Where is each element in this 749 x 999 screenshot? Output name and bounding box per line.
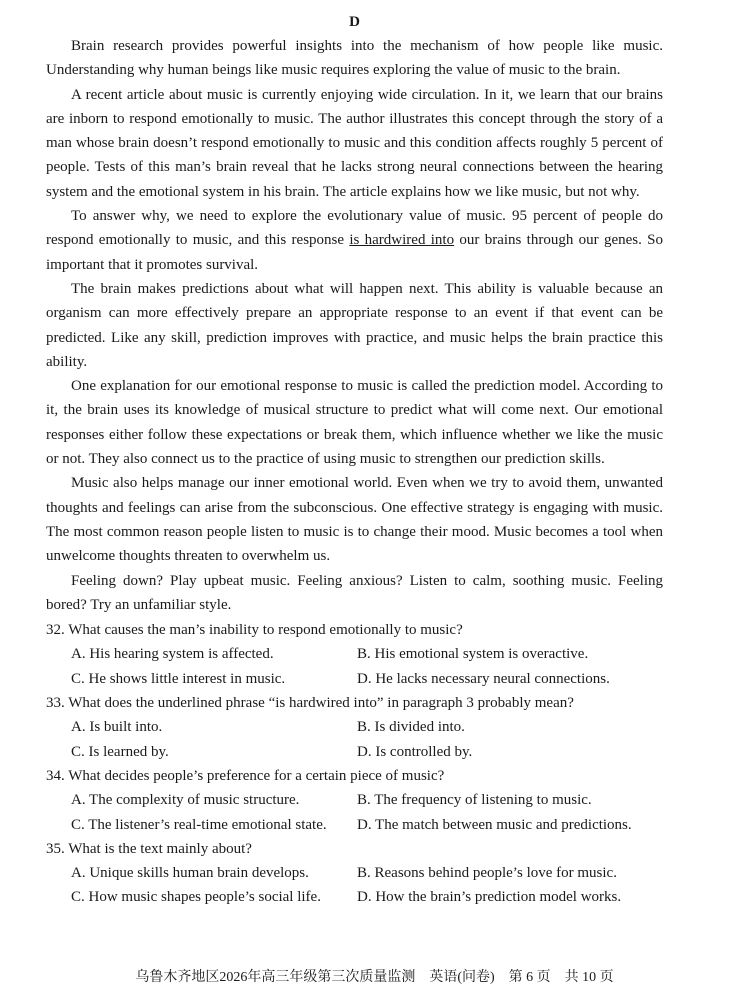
option-d: D. How the brain’s prediction model works. <box>357 889 622 906</box>
paragraph-3 <box>46 204 663 277</box>
question-35 <box>46 837 663 910</box>
option-row <box>46 788 663 812</box>
paragraph-7: Feeling down? Play upbeat music. Feeling anxious? Listen to calm, soothing music. Feeling bored? Try an unfamiliar style. <box>46 572 663 613</box>
question-stem: 35. What is the text mainly about? <box>46 840 252 857</box>
paragraph-3-before: To answer why, we need to explore the evolutionary value of music. 95 percent of people do respond emotionally to music, and this response <box>46 208 663 249</box>
option-row <box>46 740 663 764</box>
question-32 <box>46 618 663 691</box>
option-b: B. Is divided into. <box>357 719 465 736</box>
option-row <box>46 715 663 739</box>
paragraph-2: A recent article about music is currently enjoying wide circulation. In it, we learn that our brains are inborn to respond emotionally to music. The author illustrates this concept through the story of a man whose brain doesn’t respond emotionally to music and this condition affects roughly 5 percent of people. Tests of this man’s brain reveal that he lacks strong neural connections between the hearing system and the emotional system in his brain. The article explains how we like music, but not why. <box>46 86 663 200</box>
question-34 <box>46 764 663 837</box>
option-a: A. Unique skills human brain develops. <box>71 865 309 882</box>
question-33 <box>46 691 663 764</box>
option-c: C. He shows little interest in music. <box>71 670 286 687</box>
option-c: C. The listener’s real-time emotional state. <box>71 816 327 833</box>
option-a: A. His hearing system is affected. <box>71 646 274 663</box>
paragraph-5: One explanation for our emotional response to music is called the prediction model. According to it, the brain uses its knowledge of musical structure to predict what will come next. Our emotional responses either follow these expectations or break them, which influence whether we like the music or not. They also connect us to the practice of using music to strengthen our prediction skills. <box>46 378 663 468</box>
underlined-phrase: is hardwired into <box>349 232 455 249</box>
option-d: D. The match between music and predictions. <box>357 816 632 833</box>
option-row <box>46 642 663 666</box>
page-content <box>46 12 663 910</box>
option-b: B. Reasons behind people’s love for music. <box>357 865 617 882</box>
option-row <box>46 667 663 691</box>
page-footer: 乌鲁木齐地区2026年高三年级第三次质量监测 英语(问卷) 第 6 页 共 10 页 <box>135 970 614 985</box>
option-d: D. He lacks necessary neural connections. <box>357 670 610 687</box>
paragraph-3-after: our brains through our genes. So important that it promotes survival. <box>46 232 663 273</box>
option-b: B. His emotional system is overactive. <box>357 646 589 663</box>
question-stem: 33. What does the underlined phrase “is hardwired into” in paragraph 3 probably mean? <box>46 695 574 712</box>
question-stem: 32. What causes the man’s inability to respond emotionally to music? <box>46 622 463 639</box>
option-a: A. The complexity of music structure. <box>71 792 300 809</box>
paragraph-6: Music also helps manage our inner emotional world. Even when we try to avoid them, unwanted thoughts and feelings can arise from the subconscious. One effective strategy is engaging with music. The most common reason people listen to music is to change their mood. Music becomes a tool when unwelcome thoughts threaten to overwhelm us. <box>46 475 663 565</box>
paragraph-1: Brain research provides powerful insights into the mechanism of how people like music. Understanding why human beings like music requires exploring the value of music to the brain. <box>46 38 663 79</box>
question-list <box>46 618 663 910</box>
option-row <box>46 813 663 837</box>
option-b: B. The frequency of listening to music. <box>357 792 592 809</box>
option-d: D. Is controlled by. <box>357 743 473 760</box>
option-c: C. How music shapes people’s social life. <box>71 889 321 906</box>
section-title: D <box>349 14 360 30</box>
question-stem: 34. What decides people’s preference for a certain piece of music? <box>46 767 445 784</box>
option-row <box>46 861 663 885</box>
option-row <box>46 885 663 909</box>
option-a: A. Is built into. <box>71 719 163 736</box>
paragraph-4: The brain makes predictions about what will happen next. This ability is valuable because an organism can more effectively prepare an appropriate response to an event if that event can be predicted. Like any skill, prediction improves with practice, and music helps the brain practice this ability. <box>46 280 663 370</box>
option-c: C. Is learned by. <box>71 743 169 760</box>
